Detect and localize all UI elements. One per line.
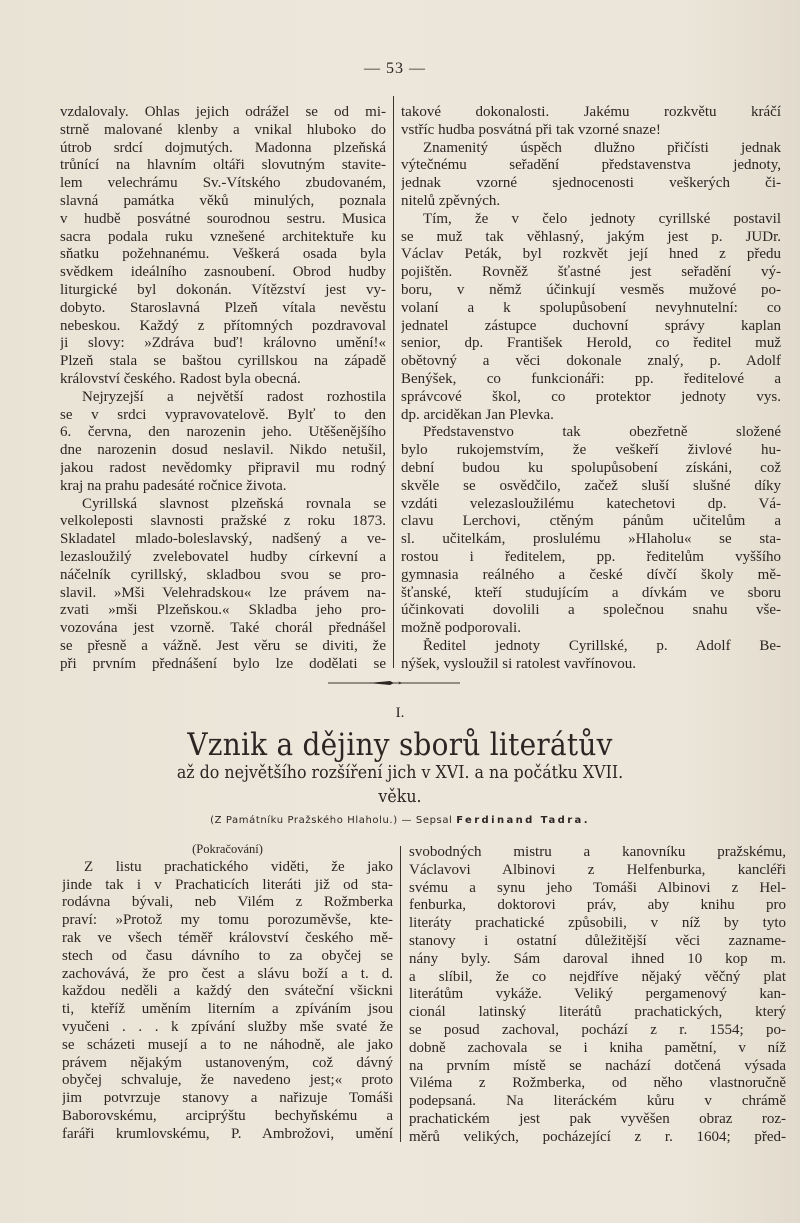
column-divider — [400, 846, 401, 1142]
text-line: na prvním místě se nachází dotčená výsada — [409, 1057, 786, 1074]
text-line: boru, v němž účinkují vesměs mužové po- — [401, 281, 781, 298]
text-line: se posud zachoval, pochází z r. 1554; po- — [409, 1021, 786, 1038]
text-line: svědkem ideálního zasnoubení. Obrod hudby — [60, 264, 386, 281]
text-line: náčelník cyrillský, skladbou svou se pro- — [60, 566, 386, 583]
text-line: podepsaná. Na literáckém kůru v chrámě — [409, 1093, 786, 1110]
text-line: se muž tak věhlasný, jakým jest p. JUDr. — [401, 228, 781, 245]
article-number: I. — [395, 705, 405, 721]
bottom-left-column — [62, 841, 393, 1144]
text-line: rostou i ředitelem, pp. ředitelům vyššího — [401, 548, 781, 565]
text-line: svému a synu jeho Tomáši Albinovi z Hel- — [409, 879, 786, 896]
text-line: volaní a k spolupůsobení nevyhnutelní: co — [401, 299, 781, 316]
text-line: šťanské, kteří studujícím a dívkám ve sboru — [401, 584, 781, 601]
page-number: — 53 — — [364, 60, 426, 77]
text-line: clavu Lerchovi, ctěným pánům učitelům a — [401, 513, 781, 530]
text-line: skvěle se osvědčilo, začež sluší slušné díky — [401, 477, 781, 494]
text-line: stanovy i ostatní důležitější věci zazname- — [409, 932, 786, 949]
text-line: každou neděli a každý den sváteční všickni — [62, 983, 393, 1000]
text-line: a slíbil, že co nejdříve nějaký věčný plat — [409, 968, 786, 985]
text-line: stech od času dávního to za obyčej se — [62, 947, 393, 964]
text-line: vyučeni . . . k zpívání služby mše svaté že — [62, 1018, 393, 1035]
text-line: dební budou ku spolupůsobení získáni, což — [401, 459, 781, 476]
text-line: se v srdci vypravovatelově. Bylť to den — [60, 406, 386, 423]
text-line: Baborovskému, arciprýštu bechyňskému a — [62, 1107, 393, 1124]
text-line: Tím, že v čelo jednoty cyrillské postavil — [423, 210, 781, 227]
top-left-column — [60, 104, 386, 674]
text-line: Znamenitý úspěch dlužno přičísti jednak — [423, 139, 781, 156]
text-line: prachatickém jest pak vyvěšen obraz roz- — [409, 1110, 786, 1127]
text-line: království českého. Radost byla obecná. — [60, 370, 301, 387]
continuation-note: (Pokračování) — [192, 842, 263, 856]
text-line: literáty prachatické způsobili, v níž by tyto — [409, 915, 786, 932]
text-line: Václavovi Albinovi z Helfenburka, kancléři — [409, 861, 786, 878]
article-credit — [0, 815, 800, 826]
text-line: slavná památka věků minulých, poznala — [60, 192, 386, 209]
text-line: vzdáti velezasloužilému katechetovi dp. Vá- — [401, 495, 781, 512]
text-line: právem nějakým ustanoveným, což dávný — [62, 1054, 393, 1071]
text-line: měrů velikých, pocházející z r. 1604; před- — [409, 1128, 786, 1145]
text-line: praví: »Protož my tomu porozuměvše, kte- — [62, 912, 393, 929]
text-line: Skladatel mlado-boleslavský, nadšený a ve- — [60, 531, 386, 548]
text-line: ti, kteříž uměním literním a zpíváním jsou — [62, 1001, 393, 1018]
text-line: výtečnému seřadění představenstva jednoty, — [401, 157, 781, 174]
text-line: dobyto. Staroslavná Plzeň vítala nevěstu — [60, 299, 386, 316]
text-line: Ředitel jednoty Cyrillské, p. Adolf Be- — [423, 637, 781, 654]
text-line: dobně zachovala se i kniha pamětní, v níž — [409, 1039, 786, 1056]
text-line: pojištěn. Rovněž šťastné jest seřadění vý- — [401, 264, 781, 281]
text-line: kraj na prahu padesáté ročnice života. — [60, 477, 287, 494]
text-line: účinkovati dovolili a společnou snahu vše- — [401, 602, 781, 619]
text-line: jim potvrzuje stanovy a nařizuje Tomáši — [62, 1090, 393, 1107]
text-line: jakou radost nevědomky připravil mu rodný — [60, 459, 386, 476]
text-line: trůnící na hlavním oltáři slovutným stavite- — [60, 157, 386, 174]
text-line: 6. června, den narozenin jeho. Utěšenějšího — [60, 424, 386, 441]
text-line: rak ve všech téměř království českého mě- — [62, 929, 393, 946]
text-line: zvati »mši Plzeňskou.« Skladba jeho pro- — [60, 602, 386, 619]
text-line: možně podporovali. — [401, 620, 521, 637]
text-line: nitelů zpěvných. — [401, 192, 501, 209]
article-subtitle: až do největšího rozšíření jich v XVI. a na počátku XVII. — [176, 762, 624, 783]
article-subtitle-continued: věku. — [378, 786, 422, 807]
ornament-rule-icon — [328, 679, 460, 687]
text-line: senior, dp. František Herold, co ředitel muž — [401, 335, 781, 352]
text-line: dne narozenin dosud neslavil. Nikdo netušil, — [60, 442, 386, 459]
text-line: jednak vzorné sjednocenosti veškerých či- — [401, 175, 781, 192]
text-line: bylo rukojemstvím, že veškeří živlové hu- — [401, 442, 781, 459]
article-title: Vznik a dějiny sborů literátův — [187, 727, 613, 763]
bottom-right-column — [409, 844, 786, 1147]
text-line: obyčej schvaluje, že navedeno jest;« proto — [62, 1072, 393, 1089]
text-line: svobodných mistru a kanovníku pražskému, — [409, 844, 786, 860]
text-line: sacra podala ruku vznešené architektuře ku — [60, 228, 386, 245]
text-line: v hudbě posvátné sourodnou sestru. Musica — [60, 210, 386, 227]
text-line: dp. arciděkan Jan Plevka. — [401, 406, 554, 423]
text-line: literátům vykáže. Veliký pergamenový kan- — [409, 986, 786, 1003]
text-line: Viléma z Rožmberka, od něho vlastnoručně — [409, 1075, 786, 1092]
text-line: takové dokonalosti. Jakému rozkvětu kráčí — [401, 104, 781, 120]
text-line: velkoleposti slavnosti pražské z roku 1873. — [60, 513, 386, 530]
text-line: Benýšek, co funkcionáři: pp. ředitelové a — [401, 370, 781, 387]
text-line: slavil. »Mši Velehradskou« lze právem na- — [60, 584, 386, 601]
text-line: jinde tak i v Prachaticích literáti již od sta- — [62, 876, 393, 893]
text-line: lem velechrámu Sv.-Vítského zbudovaném, — [60, 175, 386, 192]
text-line: správcové škol, co protektor jednoty vys. — [401, 388, 781, 405]
text-line: Cyrillská slavnost plzeňská rovnala se — [82, 495, 386, 512]
text-line: lezasloužilý zvelebovatel hudby církevní a — [60, 548, 386, 565]
column-divider — [393, 96, 394, 668]
text-line: vozována jest vzorně. Také chorál přednášel — [60, 620, 386, 637]
text-line: vstříc hudba posvátná při tak vzorné snaze! — [401, 121, 661, 138]
text-line: sňatku požehnanému. Veškerá osada byla — [60, 246, 386, 263]
text-line: útrob srdcí dojmutých. Madonna plzeňská — [60, 139, 386, 156]
top-right-column — [401, 104, 781, 674]
text-line: Nejryzejší a největší radost rozhostila — [82, 388, 386, 405]
text-line: cionál latinský literátů prachatických, který — [409, 1004, 786, 1021]
text-line: faráři krumlovskému, P. Ambrožovi, umění — [62, 1125, 393, 1142]
text-line: vzdalovaly. Ohlas jejich odrážel se od mi- — [60, 104, 386, 120]
article-source: (Z Památníku Pražského Hlaholu.) — Sepsal — [210, 815, 453, 826]
text-line: se scházeti musejí a to ne náhodně, ale jako — [62, 1036, 393, 1053]
text-line: Plzeň stala se baštou cyrillskou na západě — [60, 353, 386, 370]
text-line: obětovný a věci dokonale znalý, p. Adolf — [401, 353, 781, 370]
text-line: Václav Peták, byl rozkvět její hned z předu — [401, 246, 781, 263]
article-author: Ferdinand Tadra. — [456, 815, 590, 826]
text-line: Z listu prachatického viděti, že jako — [84, 858, 393, 875]
text-line: se přesně a vážně. Jest věru se diviti, že — [60, 637, 386, 654]
text-line: sl. učitelkám, proslulému »Hlaholu« se sta- — [401, 531, 781, 548]
text-line: Představenstvo tak obezřetně složené — [423, 424, 781, 441]
text-line: ji slovy: »Zdráva buď! královno umění!« — [60, 335, 386, 352]
text-line: nýšek, vysloužil si ratolest vavřínovou. — [401, 655, 636, 672]
text-line: nebeskou. Každý z přítomných pozdravoval — [60, 317, 386, 334]
text-line: nány byly. Sám daroval ihned 10 kop m. — [409, 950, 786, 967]
text-line: při prvním přednášení bylo lze dodělati se — [60, 655, 386, 672]
text-line: strně malované klenby a vnikal hluboko do — [60, 121, 386, 138]
text-line: zachovává, že pro čest a slávu boží a t. d. — [62, 965, 393, 982]
text-line: liturgické byl dokonán. Vítězství jest vy- — [60, 281, 386, 298]
text-line: rodávna bývali, neb Vilém z Rožmberka — [62, 894, 393, 911]
text-line: fenburka, doktorovi práv, aby knihu pro — [409, 897, 786, 914]
text-line: gymnasia reálného a české dívčí školy mě- — [401, 566, 781, 583]
text-line: jednatel zástupce duchovní správy kaplan — [401, 317, 781, 334]
